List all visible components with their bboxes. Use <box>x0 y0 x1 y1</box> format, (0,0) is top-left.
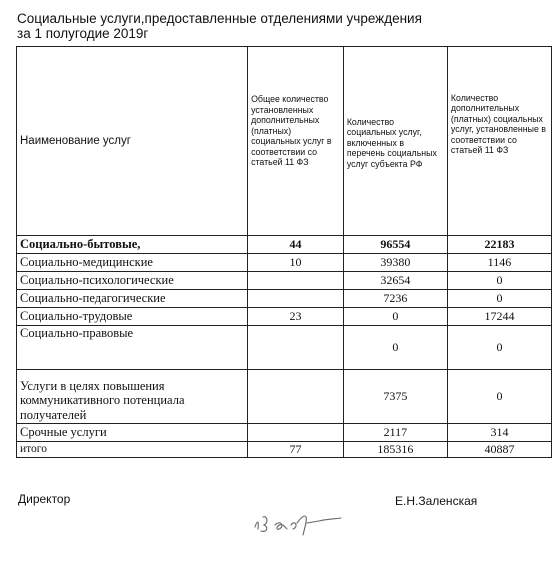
cell-col-b: 0 <box>343 308 447 326</box>
cell-col-a <box>248 424 344 442</box>
table-total-row <box>17 442 552 458</box>
table-row <box>17 326 552 370</box>
table-row <box>17 254 552 272</box>
cell-col-c: 0 <box>447 326 551 370</box>
cell-col-a: 77 <box>248 442 344 458</box>
cell-col-c: 0 <box>447 290 551 308</box>
row-name: Социально-медицинские <box>17 254 248 272</box>
table-row <box>17 236 552 254</box>
director-label: Директор <box>18 492 71 506</box>
cell-col-b: 0 <box>343 326 447 370</box>
table-row <box>17 290 552 308</box>
header-total-paid-services: Общее количество установленных дополнительных (платных) социальных услуг в соответствии со статьей 11 ФЗ <box>251 94 332 168</box>
document-title <box>17 11 437 41</box>
row-name: Срочные услуги <box>17 424 248 442</box>
cell-col-a <box>248 370 344 424</box>
cell-col-b: 7236 <box>343 290 447 308</box>
cell-col-c: 1146 <box>447 254 551 272</box>
title-line-1: Социальные услуги,предоставленные отделениями учреждения <box>17 11 422 26</box>
cell-col-c: 40887 <box>447 442 551 458</box>
header-regional-list-services: Количество социальных услуг, включенных в перечень социальных услуг субъекта РФ <box>346 116 437 169</box>
handwritten-signature <box>247 505 347 544</box>
cell-col-b: 7375 <box>343 370 447 424</box>
header-additional-paid-services: Количество дополнительных (платных) социальных услуг, установленные в соответствии со статьей 11 ФЗ <box>450 92 546 155</box>
signer-name: Е.Н.Заленская <box>395 494 478 508</box>
table-row <box>17 370 552 424</box>
cell-col-b: 39380 <box>343 254 447 272</box>
header-service-name: Наименование услуг <box>17 47 248 236</box>
cell-col-b: 185316 <box>343 442 447 458</box>
table-row <box>17 308 552 326</box>
cell-col-c: 314 <box>447 424 551 442</box>
row-name: Социально-педагогические <box>17 290 248 308</box>
cell-col-b: 32654 <box>343 272 447 290</box>
cell-col-a: 44 <box>248 236 344 254</box>
cell-col-a: 23 <box>248 308 344 326</box>
title-line-2: за 1 полугодие 2019г <box>17 26 149 41</box>
cell-col-a: 10 <box>248 254 344 272</box>
cell-col-a <box>248 272 344 290</box>
cell-col-b: 2117 <box>343 424 447 442</box>
row-name: итого <box>17 442 248 458</box>
table-row <box>17 272 552 290</box>
table-row <box>17 424 552 442</box>
cell-col-c: 17244 <box>447 308 551 326</box>
row-name: Социально-бытовые, <box>17 236 248 254</box>
row-name: Услуги в целях повышения коммуникативного потенциала получателей <box>17 370 248 424</box>
cell-col-c: 0 <box>447 370 551 424</box>
cell-col-a <box>248 326 344 370</box>
row-name: Социально-правовые <box>17 326 248 370</box>
row-name: Социально-трудовые <box>17 308 248 326</box>
row-name: Социально-психологические <box>17 272 248 290</box>
cell-col-c: 22183 <box>447 236 551 254</box>
table-header-row <box>17 47 552 236</box>
cell-col-a <box>248 290 344 308</box>
cell-col-c: 0 <box>447 272 551 290</box>
services-table <box>16 46 552 458</box>
cell-col-b: 96554 <box>343 236 447 254</box>
